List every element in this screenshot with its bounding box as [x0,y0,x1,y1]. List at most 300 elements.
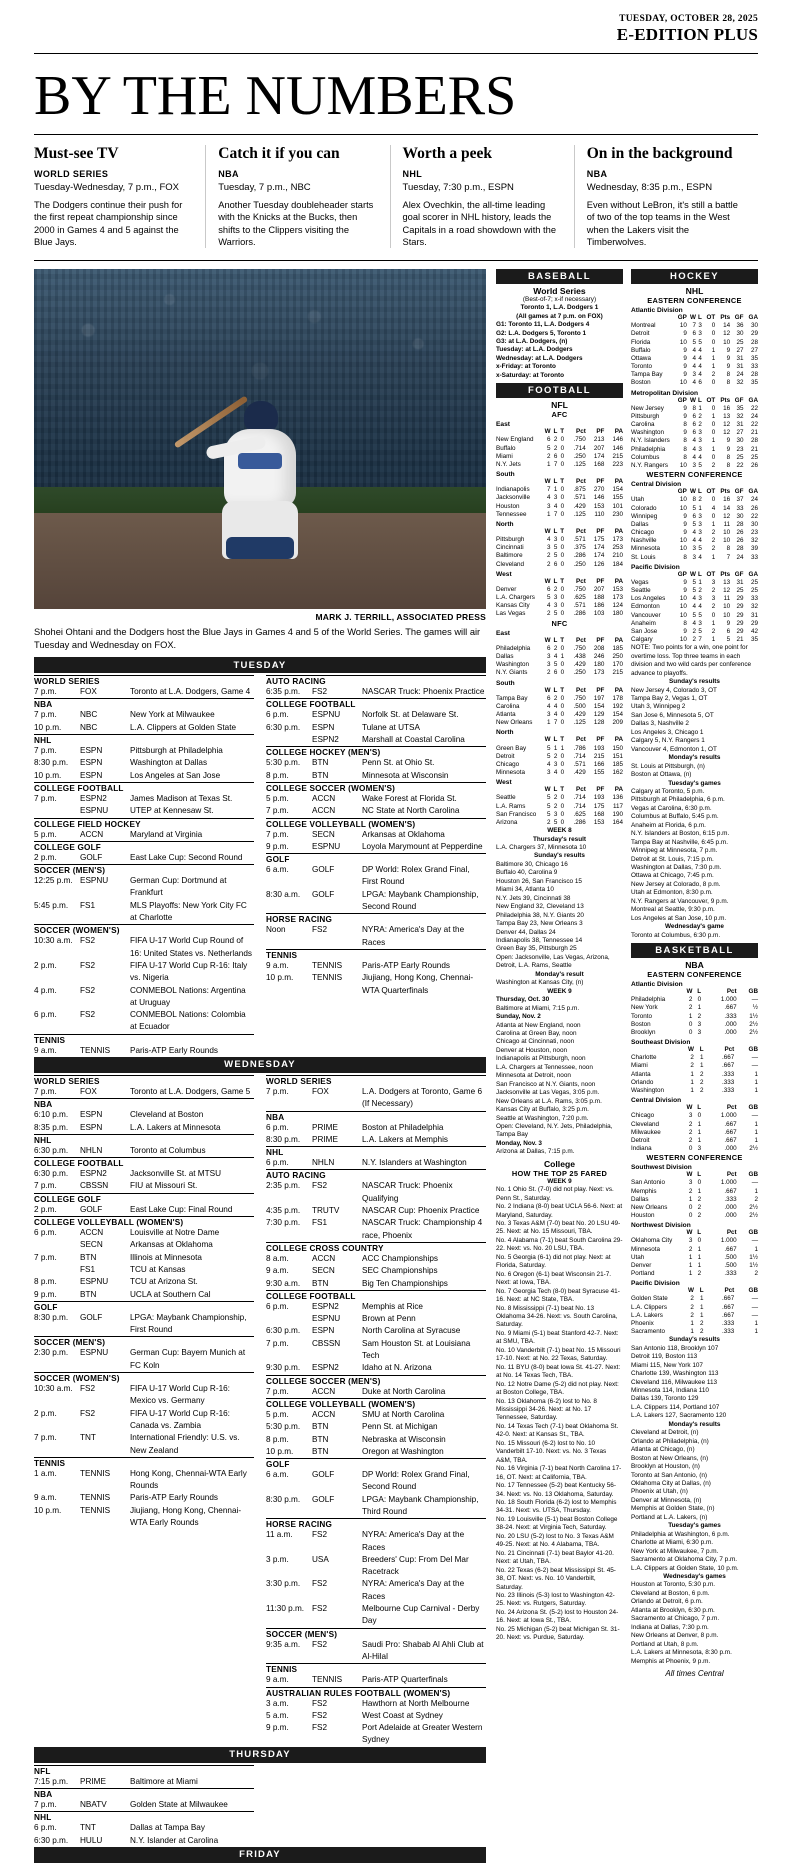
schedule-network: FOX [80,1086,97,1096]
stat-cell: 0 [560,502,565,510]
agate-line: Ottawa at Chicago, 7:45 p.m. [631,872,714,880]
table-row [631,1179,758,1187]
agate-line: Cleveland 116, Milwaukee 113 [631,1378,718,1386]
table-row [496,602,623,610]
stat-cell: 173 [593,669,605,677]
body [34,269,758,1865]
schedule-sport-header: TENNIS [266,1663,486,1674]
schedule-event: N.Y. Islanders at Washington [362,1158,467,1168]
stat-cell: 4 [698,553,702,561]
schedule-sport-header: COLLEGE FIELD HOCKEY [34,818,254,829]
stat-cell: 0 [688,1203,693,1211]
stat-cell: 9 [683,404,687,412]
schedule-sport-header: TENNIS [266,949,486,960]
schedule-sport-header: TENNIS [34,1034,254,1045]
stat-cell: 168 [593,460,605,468]
schedule-sport-header: SOCCER (MEN'S) [34,864,254,875]
table-row [631,1212,758,1220]
nhl-standings [631,296,758,644]
stat-cell: 37 [736,496,744,504]
stat-cell: 5 [553,818,558,826]
stat-cell: 4 [553,702,558,710]
standings-col-header: PF [596,478,605,486]
stat-cell: — [751,1179,758,1187]
schedule-network: ESPN2 [312,1363,339,1373]
stat-cell: 3 [698,330,702,338]
stat-cell: .750 [573,644,586,652]
stat-cell: .667 [724,1245,737,1253]
table-row [631,537,758,545]
team-name: Cincinnati [496,544,524,552]
schedule-event: DP World: Rolex Grand Final, First Round [362,865,470,887]
stat-cell: 14 [723,504,731,512]
stat-cell: 164 [612,818,623,826]
schedule-event: Dallas at Tampa Bay [130,1823,205,1833]
schedule-network: TENNIS [312,973,343,983]
stat-cell: 22 [750,404,758,412]
agate-line: Buffalo 40, Carolina 9 [496,869,558,877]
stat-cell: 185 [612,644,623,652]
schedule-time: 7 p.m. [266,829,289,839]
stat-cell: 4 [698,371,702,379]
stat-cell: 3 [553,602,558,610]
schedule-sport-header: COLLEGE FOOTBALL [34,1157,254,1168]
agate-left [496,269,623,1678]
stat-cell: 2½ [749,1028,758,1036]
schedule-network: ACCN [312,806,336,816]
stat-cell: 2 [688,1136,693,1144]
schedule-event: MLS Playoffs: New York City FC at Charlotte [130,900,247,923]
stat-cell: .125 [573,510,586,518]
schedule-network: ESPN [80,758,103,768]
table-row [631,355,758,363]
stat-cell: 2 [688,1120,693,1128]
stat-cell: 11 [723,595,731,603]
agate-line: Indiana at Dallas, 7:30 p.m. [631,1623,709,1631]
stat-cell: 0 [560,585,565,593]
schedule-network: SECN [312,1266,335,1276]
stat-cell: 4 [692,437,696,445]
team-name: N.Y. Jets [496,460,521,468]
standings-col-header: GA [748,570,758,578]
stat-cell: 2 [547,552,551,560]
stat-cell: .667 [724,1136,737,1144]
schedule-event: NASCAR Truck: Phoenix Practice [362,687,485,697]
stat-cell: 35 [736,404,744,412]
schedule-network: TNT [80,1433,96,1443]
stat-cell: 1 [547,719,551,727]
left-column [34,269,486,1865]
stat-cell: 16 [723,404,731,412]
agate-line: No. 13 Oklahoma (6-2) lost to No. 8 Mississippi 34-26. Next: at No. 17 Tennessee, Saturday. [496,1397,597,1422]
schedule-sport-header: COLLEGE HOCKEY (MEN'S) [266,746,486,757]
standings-col-header: GA [748,314,758,322]
stat-cell: 6 [547,436,551,444]
standings-table [631,1287,758,1336]
agate-line: No. 14 Texas Tech (7-1) beat Oklahoma St. 42-0. Next: at Kansas St., TBA. [496,1422,619,1439]
stat-cell: .571 [573,536,586,544]
promo-time: Wednesday, 8:35 p.m., ESPN [586,182,713,193]
schedule-network: ESPNU [80,806,109,816]
stat-cell: 1 [754,1087,758,1094]
schedule-time: 10 p.m. [34,722,62,732]
stat-cell: 10 [679,636,687,644]
agate-line: No. 3 Texas A&M (7-0) beat No. 20 LSU 49-25. Next: at No. 15 Missouri, TBA. [496,1220,621,1236]
stat-cell: 174 [593,544,605,552]
stat-cell: 0 [560,486,565,494]
table-row [496,769,623,777]
stat-cell: 25 [750,578,758,586]
standings-col-header: GP [677,488,687,496]
schedule-sport-header: COLLEGE FOOTBALL [266,1290,486,1301]
schedule-time: 9 a.m. [266,1266,289,1276]
agate-line: Indianapolis 38, Tennessee 14 [496,936,583,944]
promo-league: NBA [218,169,239,179]
schedule-row [266,1205,486,1217]
stat-cell: 154 [593,702,605,710]
stat-cell: 154 [612,711,623,719]
schedule-sport-header: COLLEGE SOCCER (MEN'S) [266,1375,486,1386]
team-name: Seattle [496,794,516,802]
team-name: St. Louis [631,553,656,561]
stat-cell: 0 [560,802,565,810]
standings-col-header: L [553,577,558,585]
stat-cell: 4 [692,619,696,627]
schedule-sport-header: NHL [34,1811,254,1822]
stat-cell: 5 [692,587,696,595]
stat-cell: 30 [750,520,758,528]
agate-line: No. 5 Georgia (6-1) did not play. Next: at Florida, Saturday. [496,1253,611,1270]
agate-line: Boston at Ottawa, (n) [631,771,692,779]
stat-cell: 153 [593,818,605,826]
stat-cell: 5 [547,444,551,452]
stat-cell: 8 [683,437,687,445]
agate-line: Atlanta at Brooklyn, 6:30 p.m. [631,1606,715,1614]
table-row [631,595,758,603]
team-name: Oklahoma City [631,1237,673,1245]
stat-cell: 4 [711,504,716,512]
stat-cell: 178 [612,694,623,702]
schedule-network: TRUTV [312,1206,340,1216]
promo-text: Alex Ovechkin, the all-time leading goal scorer in NHL history, leads the Capitals in a road showdown with the Stars. [402,200,556,247]
division-header: Atlantic Division [631,981,683,989]
standings-col-header: PA [614,428,623,436]
stat-cell: 0 [560,510,565,518]
stat-cell: 2 [711,529,716,537]
schedule-network: FS2 [80,1408,96,1418]
stat-cell: 0 [697,996,702,1004]
world-series-sub1: (Best-of-7; x-if necessary) [522,296,597,304]
team-name: Tampa Bay [631,371,663,379]
promo-heading: On in the background [586,145,733,162]
schedule-network: FS2 [312,925,328,935]
division-header: Southeast Division [631,1039,691,1047]
stat-cell: 4 [692,379,696,387]
stat-cell: 9 [683,363,687,371]
schedule-row [34,1347,254,1372]
schedule-time: 9:35 a.m. [266,1639,301,1649]
stat-cell: 29 [736,619,744,627]
standings-header-row [631,1104,758,1112]
schedule-row [34,1252,254,1264]
agate-line: Baltimore 30, Chicago 16 [496,860,568,868]
schedule-event: LPGA: Maybank Championship, Third Round [362,1494,479,1516]
standings-team-header [631,1046,679,1054]
schedule-sport-header: SOCCER (MEN'S) [34,1336,254,1347]
stat-cell: 9 [683,346,687,354]
schedule-event: Tulane at UTSA [362,722,420,732]
schedule-network: ACCN [312,1253,336,1263]
agate-line: Atlanta at New England, noon [496,1021,581,1029]
agate-line: Anaheim at Florida, 6 p.m. [631,821,706,829]
stat-cell: 2 [697,1012,702,1020]
team-name: Detroit [496,752,515,760]
stat-cell: 10 [679,603,687,611]
schedule-event: Minnesota at Wisconsin [362,770,449,780]
agate-line: Phoenix at Utah, (n) [631,1488,688,1496]
agate-line: New York at Milwaukee, 7 p.m. [631,1547,719,1555]
team-name: Dallas [631,520,649,528]
standings-col-header: T [560,686,565,694]
schedule-event: Brown at Penn [362,1314,416,1324]
stat-cell: 2 [690,1295,694,1303]
stat-cell: 2 [711,587,716,595]
stat-cell: 30 [736,437,744,445]
standings-header-row [631,1287,758,1295]
stat-cell: 2 [698,587,702,595]
stat-cell: 7 [547,486,551,494]
schedule-row [34,770,254,782]
team-name: Pittsburgh [631,412,660,420]
series-game-line: x-Friday: at Toronto [496,363,556,371]
promo-card [390,145,574,248]
right-column [496,269,758,1865]
schedule-network: TENNIS [312,960,343,970]
schedule-time: 6:30 p.m. [266,722,301,732]
stat-cell: 3 [688,1112,693,1120]
stat-cell: 13 [723,578,731,586]
stat-cell: 1 [690,1328,694,1336]
table-row [631,1021,758,1029]
table-row [631,1087,758,1095]
schedule-network: NHLN [312,1158,335,1168]
table-row [631,1270,758,1278]
stat-cell: 2 [553,694,558,702]
table-row [631,1237,758,1245]
schedule-time [266,734,312,746]
stat-cell: 2 [547,610,551,618]
schedule-row [34,709,254,721]
schedule-network: FS2 [80,960,96,970]
table-row [631,429,758,437]
stat-cell: 0 [711,512,716,520]
team-name: Boston [631,1020,651,1028]
table-row [496,803,623,811]
standings-col-header: T [560,636,565,644]
stat-cell: 9 [683,512,687,520]
stat-cell: 3 [698,429,702,437]
standings-table [631,488,758,562]
schedule-event: German Cup: Bayern Munich at FC Koln [130,1348,246,1370]
stat-cell: 207 [593,444,605,452]
schedule-time: 9 a.m. [34,1045,57,1055]
team-name: Seattle [631,587,651,595]
stat-cell: 25 [750,587,758,595]
stat-cell: 2½ [749,1212,758,1220]
team-name: San Jose [631,627,658,635]
stat-cell: 9 [726,346,731,354]
stat-cell: 30 [736,330,744,338]
stat-cell: 7 [698,636,702,644]
team-name: Toronto [631,363,653,371]
stat-cell: 10 [679,496,687,504]
stat-cell: 146 [593,494,605,502]
standings-team-header [631,988,679,996]
stat-cell: 2 [553,585,558,593]
stat-cell: 30 [750,322,758,330]
stat-cell: 1 [711,437,716,445]
stat-cell: 0 [560,610,565,618]
stat-cell: 2 [553,436,558,444]
stat-cell: 210 [612,552,623,560]
team-name: New Jersey [631,404,664,412]
agate-line: Sacramento at Chicago, 7 p.m. [631,1615,720,1623]
schedule-network: BTN [312,770,329,780]
world-series-sub3: (All games at 7 p.m. on FOX) [516,312,603,320]
table-row [496,610,623,618]
stat-cell: 193 [593,744,605,752]
standings-col-header: L [553,736,558,744]
agate-line: Calgary 5, N.Y. Rangers 1 [631,737,705,745]
schedule-event: N.Y. Islander at Carolina [130,1835,219,1845]
stat-cell: .714 [573,752,586,760]
stat-cell: 2 [711,603,716,611]
table-row [631,1246,758,1254]
standings-team-header [496,786,540,794]
stat-cell: 4 [692,537,696,545]
schedule-network: FOX [312,1086,329,1096]
stat-cell: 23 [750,529,758,537]
stat-cell: 1 [754,1187,758,1195]
stat-cell: 146 [612,444,623,452]
stat-cell: 12 [723,587,731,595]
standings-col-header: OT [706,488,716,496]
stat-cell: 1 [697,1136,702,1144]
standings-col-header: GF [734,570,744,578]
division-header: East [496,629,510,637]
agate-line: No. 12 Notre Dame (5-2) did not play. Next: at Boston College, TBA. [496,1380,619,1397]
stat-cell: 8 [726,379,731,387]
schedule-sport-header: NBA [34,1788,254,1799]
agate-line: Jacksonville at Las Vegas, 3:05 p.m. [496,1089,600,1097]
team-name: L.A. Chargers [496,594,535,602]
schedule-time: 5 p.m. [266,793,289,803]
standings-table [496,428,623,469]
stat-cell: 10 [679,545,687,553]
schedule-row [34,722,254,734]
agate-line: St. Louis at Pittsburgh, (n) [631,762,705,770]
schedule-event: LPGA: Maybank Championship, First Round [130,1312,247,1335]
schedule-row [34,1468,254,1493]
agate-line: No. 16 Virginia (7-1) beat North Carolina 17-16, OT. Next: at California, TBA. [496,1465,622,1481]
times-note: All times Central [665,1668,724,1678]
stat-cell: 3 [698,520,702,528]
stat-cell: 2 [553,644,558,652]
standings-col-header: PA [614,786,623,794]
schedule-event: West Coast at Sydney [362,1710,443,1720]
agate-line: Monday's results [668,1420,721,1428]
schedule-time: 8:30 p.m. [266,1134,301,1144]
stat-cell: 5 [547,802,551,810]
stat-cell: .750 [573,436,586,444]
standings-col-header: L [553,786,558,794]
schedule-event: Arkansas at Oklahoma [362,829,445,839]
stat-cell: 9 [683,587,687,595]
standings-col-header: W [544,527,551,535]
stat-cell: 250 [612,653,623,660]
schedule-row [266,924,486,949]
stat-cell: 0 [711,453,716,461]
table-row [631,636,758,644]
agate-line: Columbus at Buffalo, 5:45 p.m. [631,813,719,821]
stat-cell: 2 [697,1195,702,1203]
stat-cell: 5 [692,338,696,346]
team-name: Utah [631,496,645,504]
stat-cell: 2 [754,1195,758,1203]
schedule-row [266,1265,486,1277]
schedule-network: CBSSN [80,1181,109,1191]
schedule-time: 7 p.m. [266,1086,289,1096]
table-row [631,413,758,421]
conference-header: NFC [551,618,568,628]
agate-line: WEEK 9 [547,987,572,995]
stat-cell: 230 [612,510,623,518]
schedule-network: FS1 [80,900,96,910]
photo-credit: MARK J. TERRILL, ASSOCIATED PRESS [315,612,486,623]
schedule-event: NASCAR Truck: Championship 4 race, Phoenix [362,1218,483,1240]
standings-team-header [631,1171,679,1179]
schedule-network: ESPN2 [312,1301,339,1311]
schedule-network: ACCN [312,1409,336,1419]
stat-cell: 1.000 [720,996,737,1004]
stat-cell: .500 [573,702,586,710]
stat-cell: 2½ [749,1203,758,1211]
schedule-time: 2:35 p.m. [266,1181,301,1191]
schedule-network: FS2 [312,1579,328,1589]
standings-col-header: W [690,396,696,404]
schedule-event: Hong Kong, Chennai-WTA Early Rounds [130,1468,247,1491]
promo-heading: Catch it if you can [218,145,340,162]
stat-cell: 128 [593,719,605,727]
table-row [631,620,758,628]
schedule-event: NC State at North Carolina [362,806,460,816]
standings-col-header: L [697,1171,702,1179]
standings-col-header: Pct [726,1171,737,1179]
stat-cell: .750 [573,694,586,702]
stat-cell: 24 [750,496,758,504]
stat-cell: 2 [700,1319,704,1327]
standings-col-header: PA [614,636,623,644]
stat-cell: 168 [593,810,605,818]
stat-cell: 5 [692,520,696,528]
stat-cell: 2 [690,1062,694,1070]
stat-cell: 3 [547,544,551,552]
schedule-time: 2 p.m. [34,960,57,970]
schedule-network: FOX [80,687,97,697]
team-name: Miami [631,1062,648,1070]
table-row [631,1196,758,1204]
tv-schedule [34,657,486,1865]
